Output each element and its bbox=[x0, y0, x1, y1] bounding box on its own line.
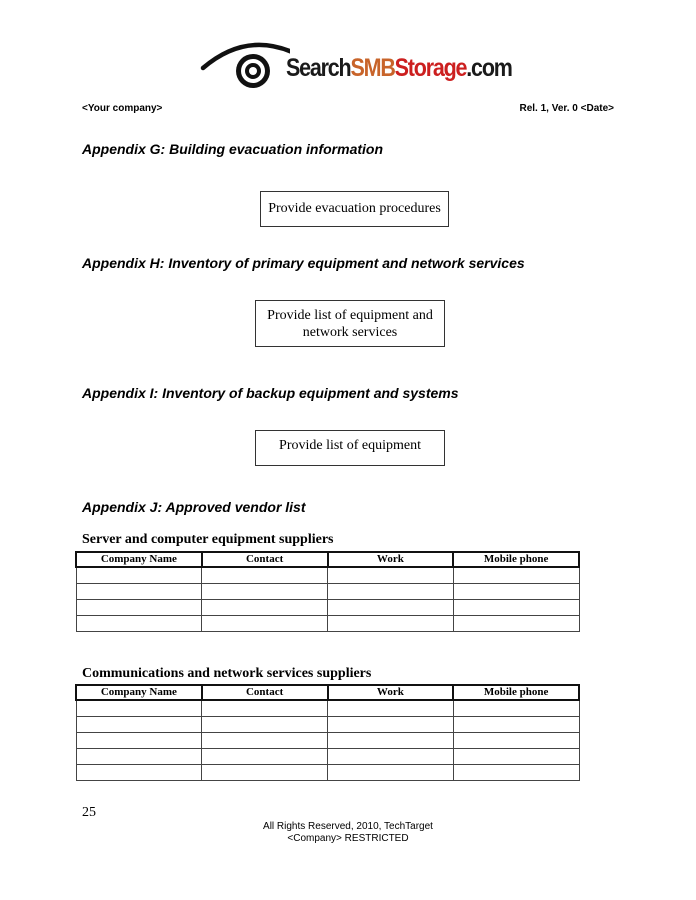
col-work: Work bbox=[328, 552, 454, 567]
cell[interactable] bbox=[453, 600, 579, 616]
logo-com-text: .com bbox=[466, 54, 512, 82]
cell[interactable] bbox=[76, 717, 202, 733]
cell[interactable] bbox=[328, 733, 454, 749]
table-header-row bbox=[76, 552, 579, 567]
logo-smb-text: SMB bbox=[350, 54, 395, 82]
cell[interactable] bbox=[202, 700, 328, 717]
cell[interactable] bbox=[453, 584, 579, 600]
footer-copyright: All Rights Reserved, 2010, TechTarget bbox=[263, 821, 433, 832]
header-release: Rel. 1, Ver. 0 <Date> bbox=[519, 103, 614, 114]
cell[interactable] bbox=[202, 749, 328, 765]
equipment-network-box bbox=[255, 300, 445, 347]
logo-wordmark bbox=[286, 54, 512, 83]
cell[interactable] bbox=[76, 616, 202, 632]
table-row bbox=[76, 717, 579, 733]
table-row bbox=[76, 600, 579, 616]
page-number: 25 bbox=[82, 805, 96, 820]
searchsmbstorage-logo bbox=[200, 38, 512, 94]
table-header-row bbox=[76, 685, 579, 700]
col-mobile-phone: Mobile phone bbox=[453, 552, 579, 567]
cell[interactable] bbox=[453, 700, 579, 717]
cell[interactable] bbox=[328, 567, 454, 584]
cell[interactable] bbox=[202, 717, 328, 733]
table-row bbox=[76, 765, 579, 781]
cell[interactable] bbox=[76, 584, 202, 600]
logo-storage-text: Storage bbox=[394, 54, 467, 82]
col-contact: Contact bbox=[202, 685, 328, 700]
communications-suppliers-title: Communications and network services suppliers bbox=[82, 666, 372, 681]
evacuation-procedures-box bbox=[260, 191, 449, 227]
cell[interactable] bbox=[76, 700, 202, 717]
communications-suppliers-table bbox=[75, 684, 580, 781]
cell[interactable] bbox=[76, 600, 202, 616]
table-row bbox=[76, 700, 579, 717]
cell[interactable] bbox=[328, 700, 454, 717]
cell[interactable] bbox=[453, 749, 579, 765]
appendix-j-title: Appendix J: Approved vendor list bbox=[82, 499, 306, 515]
table-row bbox=[76, 584, 579, 600]
cell[interactable] bbox=[328, 600, 454, 616]
logo-search-text: Search bbox=[286, 54, 351, 82]
backup-equipment-box bbox=[255, 430, 445, 466]
cell[interactable] bbox=[76, 765, 202, 781]
appendix-i-title: Appendix I: Inventory of backup equipment and systems bbox=[82, 385, 459, 401]
cell[interactable] bbox=[453, 765, 579, 781]
table-row bbox=[76, 733, 579, 749]
table-row bbox=[76, 749, 579, 765]
col-company-name: Company Name bbox=[76, 685, 202, 700]
server-suppliers-title: Server and computer equipment suppliers bbox=[82, 532, 334, 547]
table-row bbox=[76, 567, 579, 584]
cell[interactable] bbox=[328, 584, 454, 600]
cell[interactable] bbox=[76, 567, 202, 584]
cell[interactable] bbox=[202, 600, 328, 616]
box-text: Provide list of equipment bbox=[279, 438, 421, 453]
eye-icon bbox=[200, 38, 290, 94]
appendix-h-title: Appendix H: Inventory of primary equipment and network services bbox=[82, 255, 525, 271]
cell[interactable] bbox=[328, 616, 454, 632]
cell[interactable] bbox=[328, 765, 454, 781]
cell[interactable] bbox=[202, 616, 328, 632]
box-text: Provide evacuation procedures bbox=[268, 201, 441, 216]
cell[interactable] bbox=[202, 765, 328, 781]
cell[interactable] bbox=[328, 749, 454, 765]
header-company: <Your company> bbox=[82, 103, 163, 114]
cell[interactable] bbox=[453, 616, 579, 632]
col-company-name: Company Name bbox=[76, 552, 202, 567]
cell[interactable] bbox=[453, 567, 579, 584]
server-suppliers-table bbox=[75, 551, 580, 632]
col-work: Work bbox=[328, 685, 454, 700]
cell[interactable] bbox=[76, 749, 202, 765]
box-text-line2: network services bbox=[302, 325, 398, 340]
cell[interactable] bbox=[453, 717, 579, 733]
cell[interactable] bbox=[453, 733, 579, 749]
table-row bbox=[76, 616, 579, 632]
cell[interactable] bbox=[202, 584, 328, 600]
cell[interactable] bbox=[202, 733, 328, 749]
cell[interactable] bbox=[202, 567, 328, 584]
col-contact: Contact bbox=[202, 552, 328, 567]
col-mobile-phone: Mobile phone bbox=[453, 685, 579, 700]
cell[interactable] bbox=[328, 717, 454, 733]
cell[interactable] bbox=[76, 733, 202, 749]
box-text-line1: Provide list of equipment and bbox=[267, 308, 433, 323]
appendix-g-title: Appendix G: Building evacuation information bbox=[82, 141, 384, 157]
footer-restricted: <Company> RESTRICTED bbox=[287, 833, 409, 844]
